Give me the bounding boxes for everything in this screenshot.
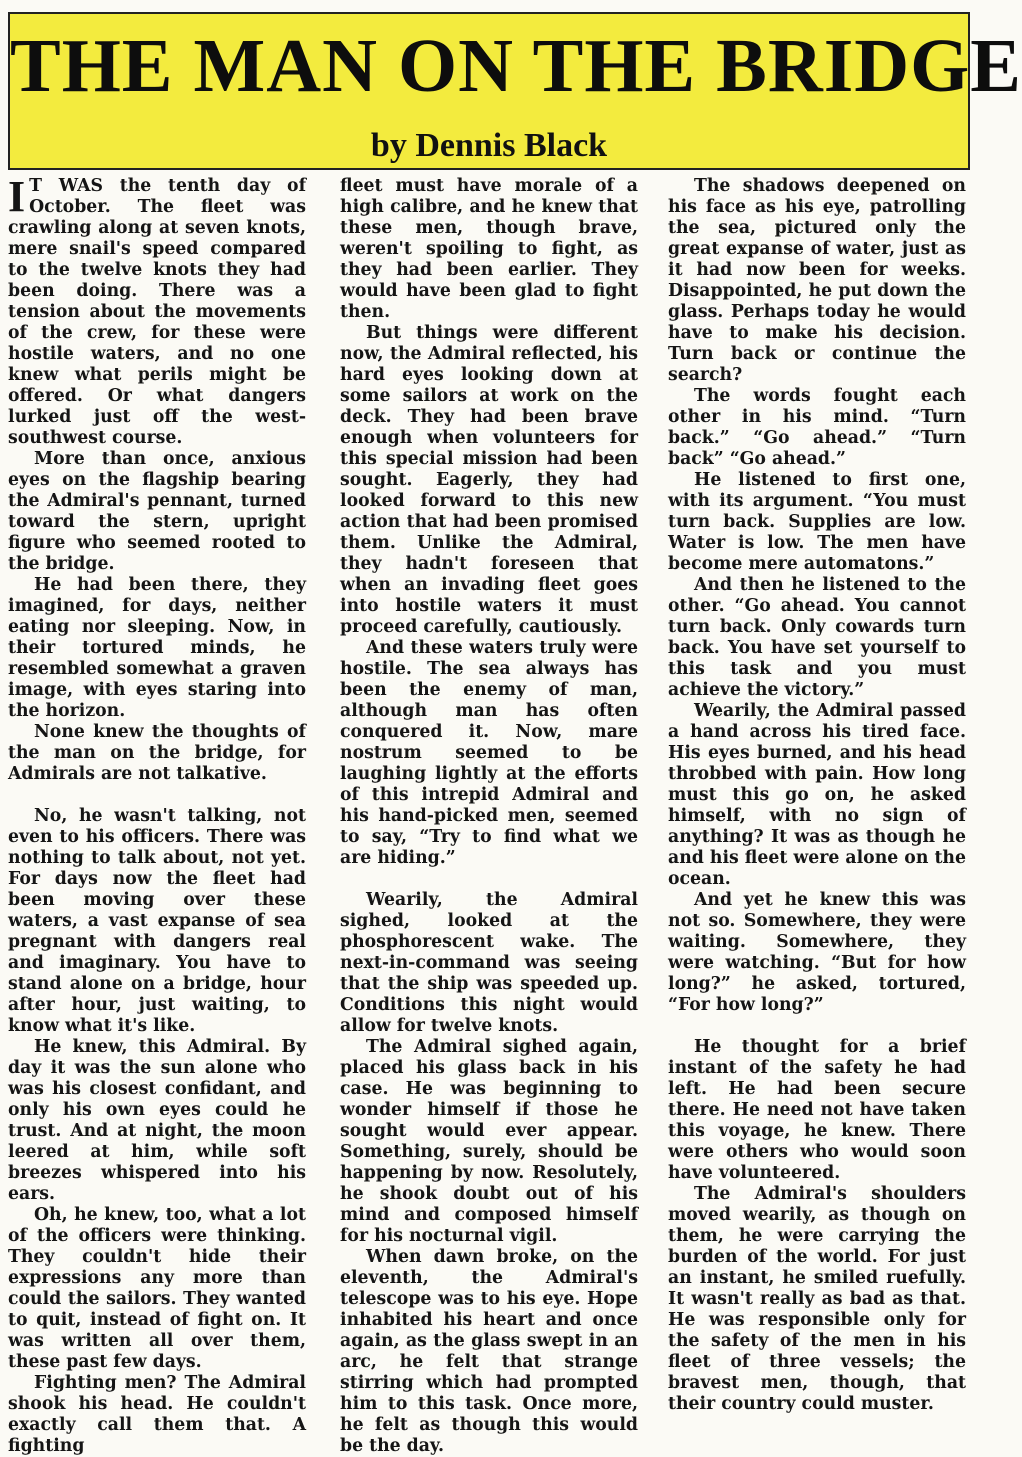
paragraph: Fighting men? The Admiral shook his head. He couldn't exactly call them that. A fighting (8, 1373, 306, 1456)
paragraph: fleet must have morale of a high calibre, and he knew that these men, though brave, weren't spoiling to fight, as they had been earlier. They would have been glad to fight then. (340, 176, 638, 322)
title-banner (8, 12, 1022, 170)
drop-cap: I (8, 172, 26, 221)
paragraph: He had been there, they imagined, for days, neither eating nor sleeping. Now, in their tortured minds, he resembled somewhat a graven image, with eyes staring into the horizon. (8, 575, 306, 721)
column-2 (340, 176, 638, 1456)
paragraph: The shadows deepened on his face as his eye, patrolling the sea, pictured only the great expanse of water, just as it had now been for weeks. Disappointed, he put down the glass. Perhaps today he would have to make his decision. Turn back or continue the search? (668, 176, 966, 385)
paragraph: I T WAS the tenth day of October. The fleet was crawling along at seven knots, mere snail's speed compared to the twelve knots they had been doing. There was a tension about the movements of the crew, for these were hostile waters, and no one knew what perils might be offered. Or what dangers lurked just off the west-southwest course. (8, 172, 306, 448)
paragraph: And these waters truly were hostile. The sea always has been the enemy of man, although man has often conquered it. Now, mare nostrum seemed to be laughing lightly at the efforts of this intrepid Admiral and his hand-picked men, seemed to say, “Try to find what we are hiding.” (340, 638, 638, 868)
paragraph: And yet he knew this was not so. Somewhere, they were waiting. Somewhere, they were watching. “But for how long?” he asked, tortured, “For how long?” (668, 890, 966, 1015)
paragraph: And then he listened to the other. “Go ahead. You cannot turn back. Only cowards turn back. You have set yourself to this task and you must achieve the victory.” (668, 575, 966, 700)
paragraph: None knew the thoughts of the man on the bridge, for Admirals are not talkative. (8, 722, 306, 784)
article-byline: by Dennis Black (370, 127, 608, 164)
paragraph: He knew, this Admiral. By day it was the sun alone who was his closest confidant, and only his own eyes could he trust. And at night, the moon leered at him, while soft breezes whispered into his ears. (8, 1037, 306, 1204)
article-title: THE MAN ON THE BRIDGE (10, 24, 1022, 108)
paragraph: The Admiral sighed again, placed his glass back in his case. He was beginning to wonder himself if those he sought would ever appear. Something, surely, should be happening by now. Resolutely, he shook doubt out of his mind and composed himself for his nocturnal vigil. (340, 1037, 638, 1246)
paragraph: The Admiral's shoulders moved wearily, as though on them, he were carrying the burden of the world. For just an instant, he smiled ruefully. It wasn't really as bad as that. He was responsible only for the safety of the men in his fleet of three vessels; the bravest men, though, that their country could muster. (668, 1184, 966, 1414)
paragraph: He listened to first one, with its argument. “You must turn back. Supplies are low. Water is low. The men have become mere automatons.” (668, 470, 966, 574)
paragraph: But things were different now, the Admiral reflected, his hard eyes looking down at some sailors at work on the deck. They had been brave enough when volunteers for this special mission had been sought. Eagerly, they had looked forward to this new action that had been promised them. Unlike the Admiral, they hadn't foreseen that when an invading fleet goes into hostile waters it must proceed carefully, cautiously. (340, 323, 638, 637)
paragraph: He thought for a brief instant of the safety he had left. He had been secure there. He need not have taken this voyage, he knew. There were others who would soon have volunteered. (668, 1037, 966, 1183)
column-3 (668, 176, 966, 1414)
article-body (8, 172, 972, 1456)
paragraph: When dawn broke, on the eleventh, the Admiral's telescope was to his eye. Hope inhabited his heart and once again, as the glass swept in an arc, he felt that strange stirring which had prompted him to this task. Once more, he felt as though this would be the day. (340, 1247, 638, 1456)
paragraph: Wearily, the Admiral passed a hand across his tired face. His eyes burned, and his head throbbed with pain. How long must this go on, he asked himself, with no sign of anything? It was as though he and his fleet were alone on the ocean. (668, 701, 966, 889)
paragraph: More than once, anxious eyes on the flagship bearing the Admiral's pennant, turned toward the stern, upright figure who seemed rooted to the bridge. (8, 449, 306, 574)
paragraph: Wearily, the Admiral sighed, looked at the phosphorescent wake. The next-in-command was seeing that the ship was speeded up. Conditions this night would allow for twelve knots. (340, 890, 638, 1036)
paragraph: The words fought each other in his mind. “Turn back.” “Go ahead.” “Turn back” “Go ahead.” (668, 386, 966, 469)
column-1 (8, 172, 306, 1456)
paragraph: No, he wasn't talking, not even to his officers. There was nothing to talk about, not yet. For days now the fleet had been moving over these waters, a vast expanse of sea pregnant with dangers real and imaginary. You have to stand alone on a bridge, hour after hour, just waiting, to know what it's like. (8, 806, 306, 1036)
paragraph: Oh, he knew, too, what a lot of the officers were thinking. They couldn't hide their expressions any more than could the sailors. They wanted to quit, instead of fight on. It was written all over them, these past few days. (8, 1205, 306, 1372)
